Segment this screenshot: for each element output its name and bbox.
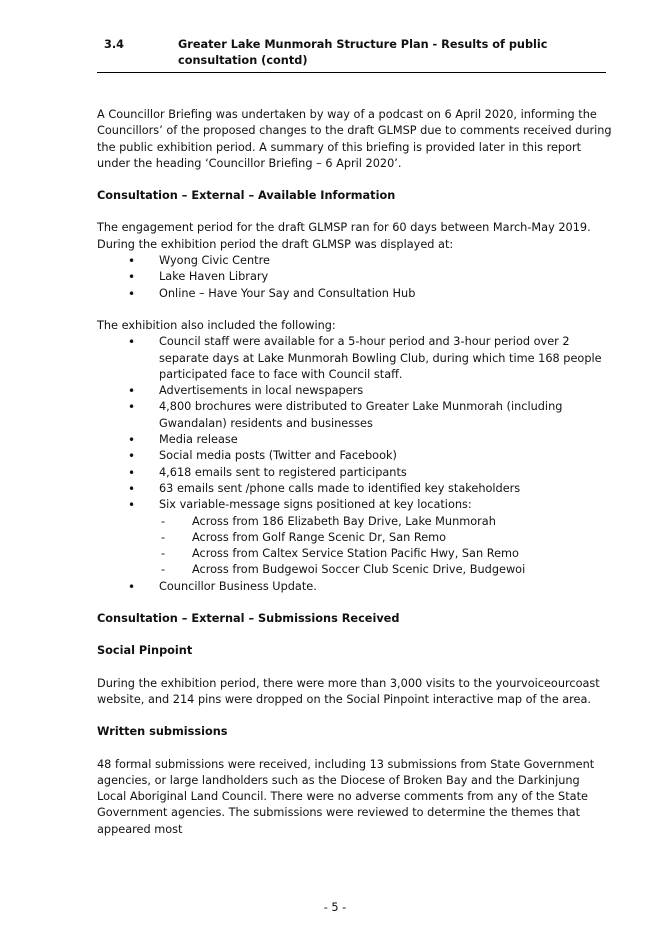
submissions-heading: Consultation – External – Submissions Received (97, 612, 400, 626)
written-submissions-heading: Written submissions (97, 725, 228, 739)
list-item: • 4,618 emails sent to registered participants (97, 465, 612, 481)
list-item: • Lake Haven Library (97, 269, 612, 285)
section-number: 3.4 (104, 38, 125, 51)
display-locations-list (97, 253, 612, 302)
written-submissions-paragraph: 48 formal submissions were received, including 13 submissions from State Government agencies, or large landholders such as the Diocese of Broken Bay and the Darkinjung Local Aboriginal Land Council. There were no adverse comments from any of the State Government agencies. The submissions were reviewed to determine the themes that appeared most (97, 757, 595, 836)
engagement-paragraph: The engagement period for the draft GLMSP ran for 60 days between March-May 2019. During the exhibition period the draft GLMSP was displayed at: (97, 221, 591, 251)
social-pinpoint-heading: Social Pinpoint (97, 644, 193, 658)
social-pinpoint-paragraph: During the exhibition period, there were more than 3,000 visits to the yourvoiceourcoast website, and 214 pins were dropped on the Social Pinpoint interactive map of the area. (97, 676, 600, 706)
list-item: • Media release (97, 432, 612, 448)
available-info-heading: Consultation – External – Available Information (97, 189, 396, 203)
list-item: - Across from Caltex Service Station Pacific Hwy, San Remo (159, 546, 612, 562)
exhibition-also-intro: The exhibition also included the following: (97, 318, 336, 332)
signs-label: Six variable-message signs positioned at key locations: (159, 498, 472, 512)
list-item: • Online – Have Your Say and Consultation Hub (97, 286, 612, 302)
list-item-signs (97, 497, 612, 578)
list-item: • 4,800 brochures were distributed to Greater Lake Munmorah (including Gwandalan) residents and businesses (97, 399, 612, 432)
document-body (97, 107, 612, 838)
list-item: • Wyong Civic Centre (97, 253, 612, 269)
list-item: - Across from Budgewoi Soccer Club Scenic Drive, Budgewoi (159, 562, 612, 578)
list-item: • Councillor Business Update. (97, 579, 612, 595)
exhibition-activities-list (97, 334, 612, 595)
list-item: • 63 emails sent /phone calls made to identified key stakeholders (97, 481, 612, 497)
page-header (97, 37, 606, 73)
list-item: - Across from Golf Range Scenic Dr, San Remo (159, 530, 612, 546)
list-item: - Across from 186 Elizabeth Bay Drive, Lake Munmorah (159, 514, 612, 530)
intro-paragraph: A Councillor Briefing was undertaken by way of a podcast on 6 April 2020, informing the Councillors’ of the proposed changes to the draft GLMSP due to comments received during the public exhibition period. A summary of this briefing is provided later in this report under the heading ‘Councillor Briefing – 6 April 2020’. (97, 108, 612, 170)
page-number: - 5 - (323, 901, 347, 914)
section-title: Greater Lake Munmorah Structure Plan - Results of public consultation (contd) (178, 38, 548, 67)
list-item: • Social media posts (Twitter and Facebook) (97, 448, 612, 464)
list-item: • Advertisements in local newspapers (97, 383, 612, 399)
list-item: • Council staff were available for a 5-hour period and 3-hour period over 2 separate days at Lake Munmorah Bowling Club, during which time 168 people participated face to face with Council staff. (97, 334, 612, 383)
sign-locations-list (159, 514, 612, 579)
